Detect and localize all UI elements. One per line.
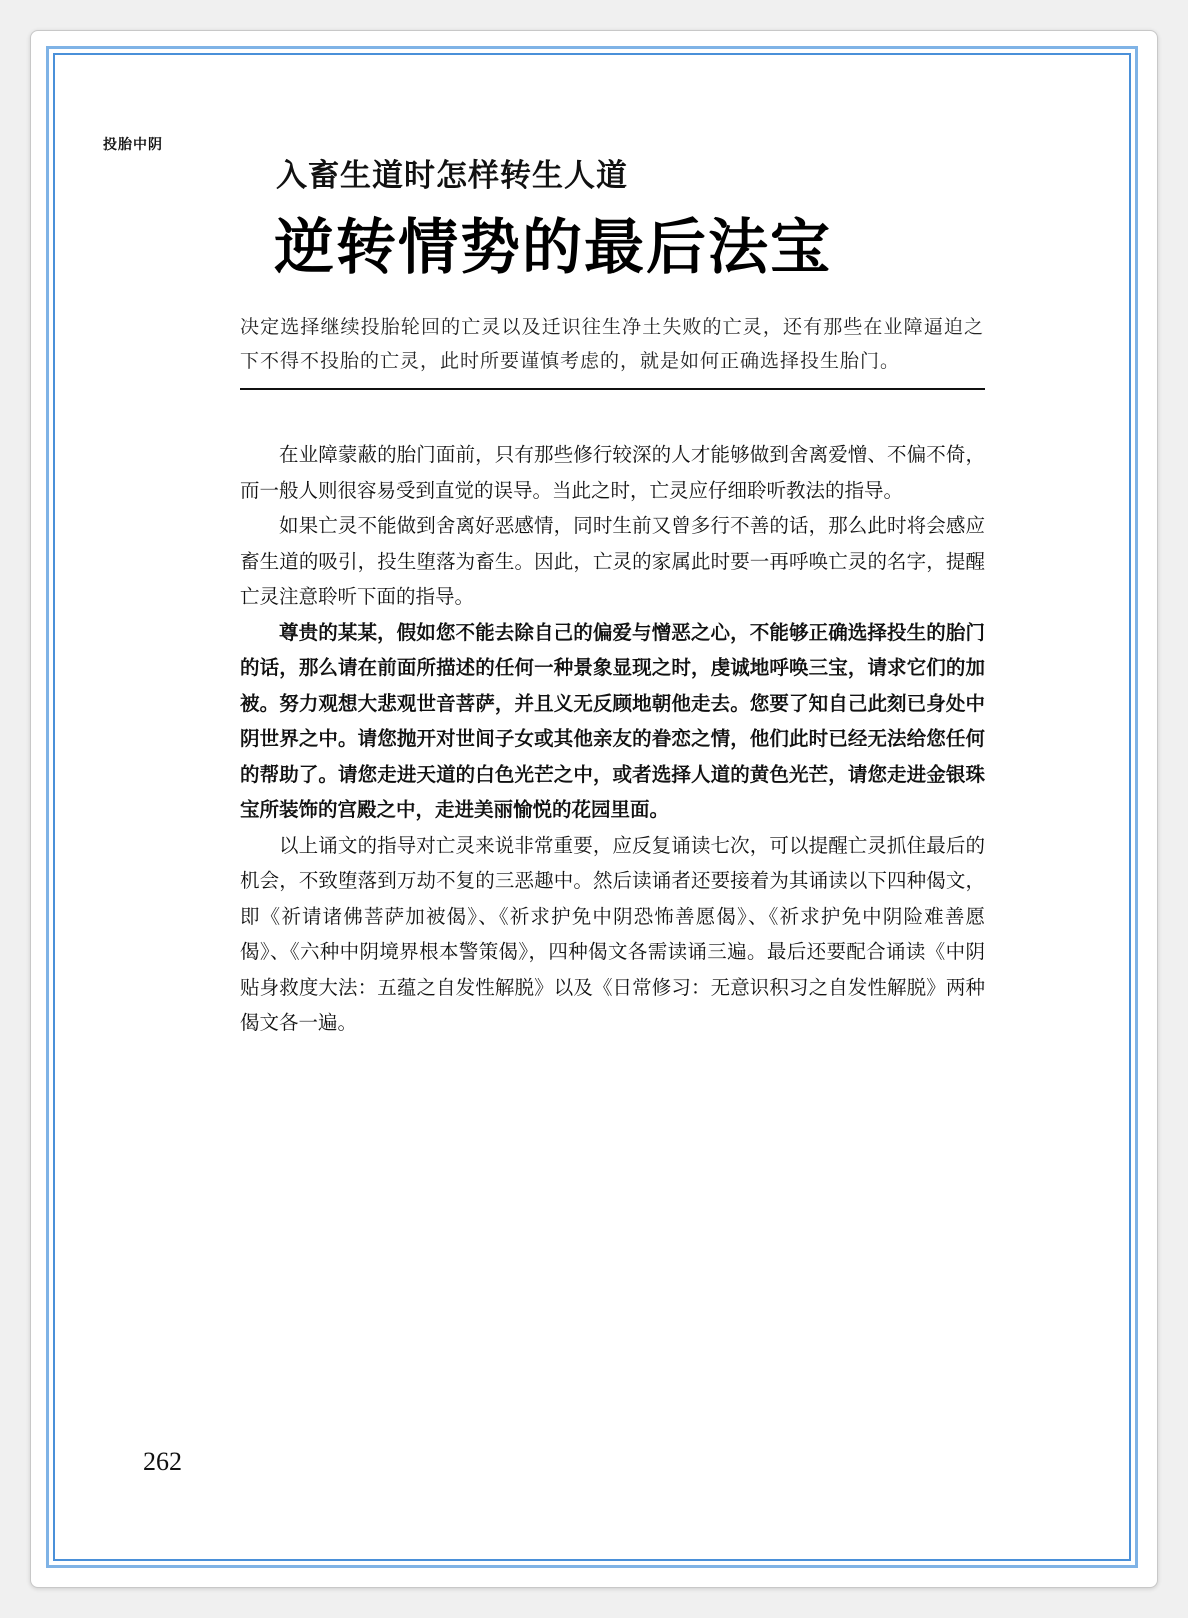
- body-paragraph: 以上诵文的指导对亡灵来说非常重要，应反复诵读七次，可以提醒亡灵抓住最后的机会，不致堕落到万劫不复的三恶趣中。然后读诵者还要接着为其诵读以下四种偈文，即《祈请诸佛菩萨加被偈》、《祈求护免中阴恐怖善愿偈》、《祈求护免中阴险难善愿偈》、《六种中阴境界根本警策偈》，四种偈文各需读诵三遍。最后还要配合诵读《中阴贴身救度大法：五蕴之自发性解脱》以及《日常修习：无意识积习之自发性解脱》两种偈文各一遍。: [240, 833, 985, 1034]
- running-head: 投胎中阴: [103, 137, 163, 153]
- article-body: [240, 437, 985, 1041]
- article-subtitle: 入畜生道时怎样转生人道: [276, 158, 628, 194]
- divider-rule: [240, 388, 985, 390]
- prayer-paragraph: 尊贵的某某，假如您不能去除自己的偏爱与憎恶之心，不能够正确选择投生的胎门的话，那么请在前面所描述的任何一种景象显现之时，虔诚地呼唤三宝，请求它们的加被。努力观想大悲观世音菩萨，并且义无反顾地朝他走去。您要了知自己此刻已身处中阴世界之中。请您抛开对世间子女或其他亲友的眷恋之情，他们此时已经无法给您任何的帮助了。请您走进天道的白色光芒之中，或者选择人道的黄色光芒，请您走进金银珠宝所装饰的宫殿之中，走进美丽愉悦的花园里面。: [240, 620, 985, 821]
- body-paragraph: 在业障蒙蔽的胎门面前，只有那些修行较深的人才能够做到舍离爱憎、不偏不倚，而一般人则很容易受到直觉的误导。当此之时，亡灵应仔细聆听教法的指导。: [240, 443, 985, 502]
- article-title: 逆转情势的最后法宝: [274, 213, 832, 283]
- page-number: 262: [143, 1447, 182, 1476]
- lead-paragraph: 决定选择继续投胎轮回的亡灵以及迁识往生净土失败的亡灵，还有那些在业障逼迫之下不得不投胎的亡灵，此时所要谨慎考虑的，就是如何正确选择投生胎门。: [240, 316, 984, 372]
- body-paragraph: 如果亡灵不能做到舍离好恶感情，同时生前又曾多行不善的话，那么此时将会感应畜生道的吸引，投生堕落为畜生。因此，亡灵的家属此时要一再呼唤亡灵的名字，提醒亡灵注意聆听下面的指导。: [240, 514, 985, 608]
